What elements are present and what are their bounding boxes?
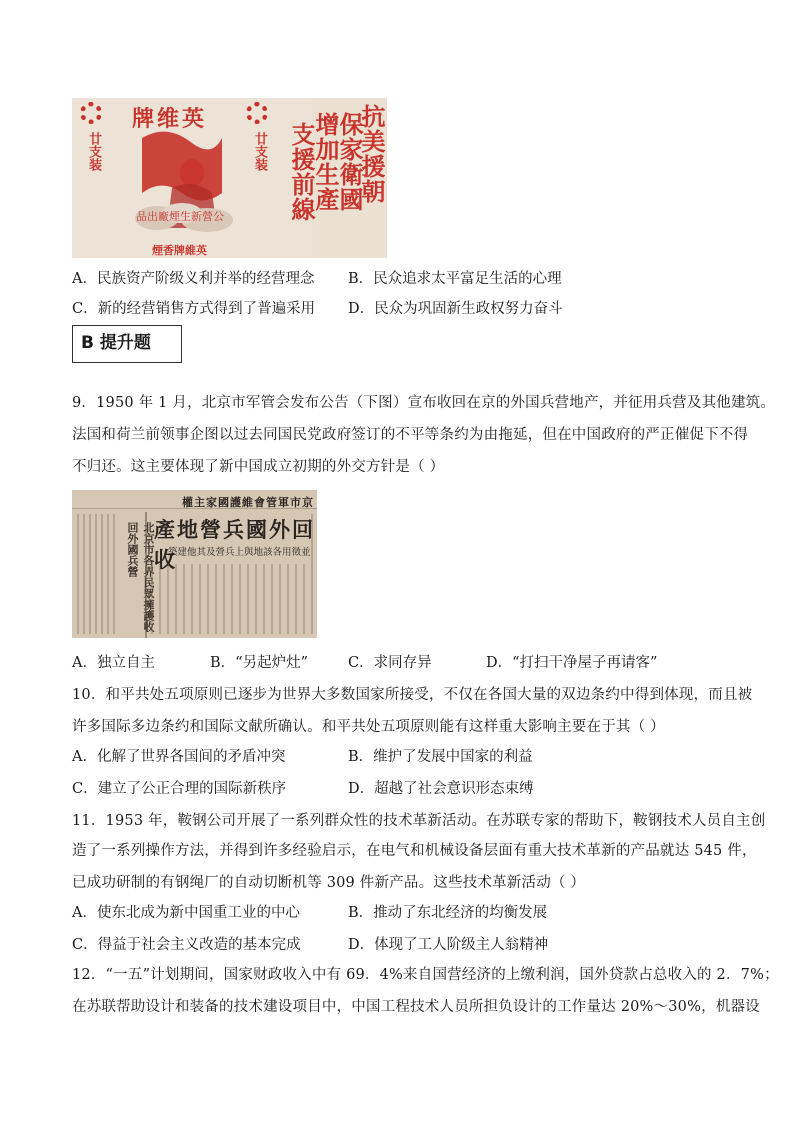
q10-option-d: D．超越了社会意识形态束缚 [348, 781, 534, 797]
news-top-headline: 權主家國護維會管軍市京 [182, 496, 314, 509]
slogan-col-1: 抗美援朝 [357, 104, 385, 204]
newspaper-clipping-image [72, 490, 317, 638]
q11-option-a: A．使东北成为新中国重工业的中心 [72, 905, 300, 921]
news-main-headline: 產地營兵國外回收 [154, 518, 315, 572]
q9-stem-line-3: 不归还。这主要体现了新中国成立初期的外交方针是（ ） [72, 459, 445, 475]
news-side-column: 北京市各界民眾擁護收回外國兵營 [126, 522, 155, 632]
q10-option-a: A．化解了世界各国间的矛盾冲突 [72, 749, 286, 765]
q9-stem-line-2: 法国和荷兰前领事企图以过去同国民党政府签订的不平等条约为由拖延，但在中国政府的严正催促下不得 [72, 427, 749, 443]
bottom-caption: 煙香牌維英 [152, 244, 207, 257]
news-sub-headline: 築建他其及營兵上與地該各用徵並 [168, 547, 311, 558]
q9-option-a: A．独立自主 [72, 655, 155, 671]
slogan-col-3: 增加生產 [311, 112, 339, 212]
slogan-col-2: 保家衛國 [335, 112, 363, 212]
news-body-text-texture [72, 490, 317, 638]
q11-option-b: B．推动了东北经济的均衡发展 [348, 905, 548, 921]
q11-option-c: C．得益于社会主义改造的基本完成 [72, 937, 301, 953]
gear-emblem-left-icon [80, 102, 102, 124]
q11-option-d: D．体现了工人阶级主人翁精神 [348, 937, 549, 953]
q12-stem-line-1: 12．“一五”计划期间，国家财政收入中有 69．4%来自国营经济的上缴利润，国外贷款占总收入的 2．7%； [72, 967, 779, 983]
q9-option-c: C．求同存异 [348, 655, 432, 671]
q10-option-c: C．建立了公正合理的国际新秩序 [72, 781, 287, 797]
q9-stem-line-1: 9．1950 年 1 月，北京市军管会发布公告（下图）宣布收回在京的外国兵营地产，并征用兵营及其他建筑。 [72, 395, 776, 411]
q8-option-b: B．民众追求太平富足生活的心理 [348, 271, 562, 287]
q10-stem-line-1: 10．和平共处五项原则已逐步为世界大多数国家所接受，不仅在各国大量的双边条约中得到体现，而且被 [72, 687, 753, 703]
q11-stem-line-3: 已成功研制的有钢绳厂的自动切断机等 309 件新产品。这些技术革新活动（ ） [72, 875, 586, 891]
q8-option-a: A．民族资产阶级义利并举的经营理念 [72, 271, 315, 287]
q10-option-b: B．维护了发展中国家的利益 [348, 749, 533, 765]
cigarette-label-image [72, 98, 387, 258]
count-mid: 廿支装 [252, 132, 267, 171]
brand-title: 牌维英 [132, 107, 208, 132]
q8-option-d: D．民众为巩固新生政权努力奋斗 [348, 301, 563, 317]
maker-caption: 品出廠煙生新營公 [136, 210, 224, 223]
q9-option-d: D．“打扫干净屋子再请客” [486, 655, 658, 671]
q8-option-c: C．新的经营销售方式得到了普遍采用 [72, 301, 316, 317]
gear-emblem-mid-icon [246, 102, 268, 124]
q9-option-b: B．“另起炉灶” [210, 655, 308, 671]
q12-stem-line-2: 在苏联帮助设计和装备的技术建设项目中，中国工程技术人员所担负设计的工作量达 20%～30%，机器设 [72, 999, 760, 1015]
slogan-col-4: 支援前線 [287, 122, 315, 222]
section-title-box: B 提升题 [72, 325, 182, 363]
q11-stem-line-1: 11．1953 年，鞍钢公司开展了一系列群众性的技术革新活动。在苏联专家的帮助下，鞍钢技术人员自主创 [72, 813, 766, 829]
q11-stem-line-2: 造了一系列操作方法，并得到许多经验启示，在电气和机械设备层面有重大技术革新的产品就达 545 件， [72, 843, 757, 859]
q10-stem-line-2: 许多国际多边条约和国际文献所确认。和平共处五项原则能有这样重大影响主要在于其（ ） [72, 719, 665, 735]
count-left: 廿支装 [86, 132, 101, 171]
